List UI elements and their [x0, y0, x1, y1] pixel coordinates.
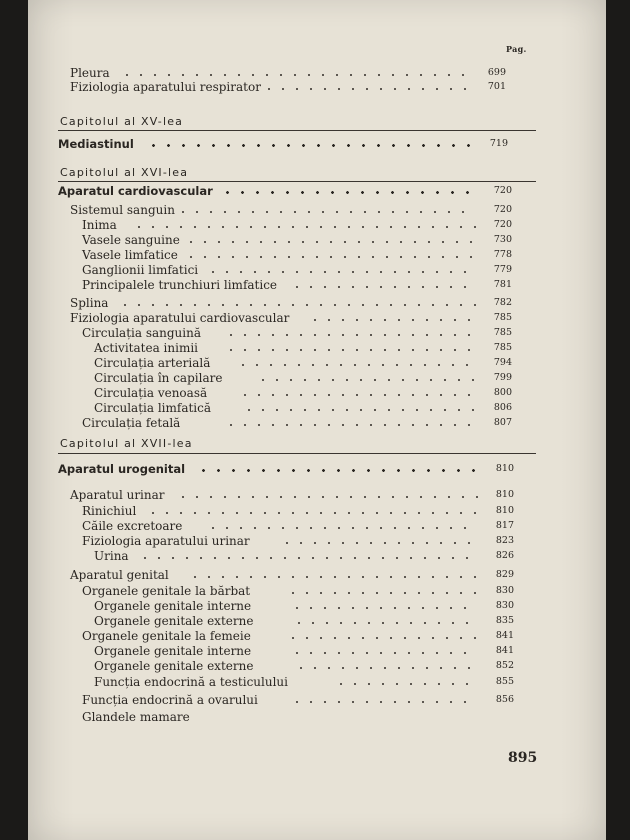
toc-entry-page: 856	[495, 694, 514, 705]
toc-entry-page: 823	[495, 535, 514, 546]
toc-entry	[28, 659, 606, 673]
dot-leader	[220, 191, 476, 194]
toc-entry-page: 810	[495, 505, 514, 516]
book-page	[28, 0, 606, 840]
toc-entry-title: Fiziologia aparatului cardiovascular	[70, 311, 290, 325]
toc-entry-page: 841	[495, 630, 514, 641]
toc-entry-page: 855	[495, 676, 514, 687]
toc-entry	[28, 233, 606, 247]
dot-leader	[292, 622, 478, 624]
toc-entry-title: Circulația limfatică	[94, 401, 212, 415]
dot-leader	[262, 88, 472, 90]
toc-entry	[28, 416, 606, 430]
dot-leader	[236, 364, 476, 366]
toc-entry-title: Circulația venoasă	[94, 386, 208, 400]
dot-leader	[224, 334, 476, 336]
toc-entry-title: Activitatea inimii	[94, 341, 198, 355]
toc-entry-page: 807	[493, 417, 512, 428]
dot-leader	[118, 304, 476, 306]
toc-entry	[28, 462, 606, 476]
toc-entry-page: 794	[493, 357, 512, 368]
toc-entry	[28, 675, 606, 689]
toc-entry-page: 720	[493, 204, 512, 215]
dot-leader	[308, 319, 476, 321]
toc-entry-title: Glandele mamare	[82, 710, 190, 724]
toc-entry-title: Fiziologia aparatului urinar	[82, 534, 250, 548]
toc-entry-page: 785	[493, 327, 512, 338]
toc-entry	[28, 488, 606, 502]
toc-entry-title: Aparatul cardiovascular	[58, 184, 213, 198]
toc-entry-page: 720	[493, 185, 512, 196]
dot-leader	[334, 683, 478, 685]
toc-entry-page: 701	[487, 81, 506, 92]
toc-entry-page: 782	[493, 297, 512, 308]
toc-entry-title: Organele genitale externe	[94, 614, 254, 628]
toc-entry-page: 799	[493, 372, 512, 383]
toc-entry	[28, 549, 606, 563]
toc-entry	[28, 137, 606, 151]
dot-leader	[132, 226, 476, 228]
toc-entry-title: Rinichiul	[82, 504, 137, 518]
chapter-rule	[58, 181, 536, 182]
toc-entry-page: 852	[495, 660, 514, 671]
dot-leader	[238, 394, 476, 396]
dot-leader	[286, 592, 478, 594]
dot-leader	[176, 211, 476, 213]
dot-leader	[146, 512, 478, 514]
dot-leader	[146, 144, 476, 147]
toc-entry-title: Aparatul urogenital	[58, 462, 186, 476]
toc-entry	[28, 693, 606, 707]
dot-leader	[256, 379, 476, 381]
toc-entry	[28, 203, 606, 217]
toc-entry	[28, 644, 606, 658]
dot-leader	[290, 286, 476, 288]
toc-entry	[28, 568, 606, 582]
toc-entry-title: Vasele sanguine	[82, 233, 180, 247]
toc-entry-page: 830	[495, 600, 514, 611]
toc-entry	[28, 710, 606, 724]
toc-entry	[28, 371, 606, 385]
toc-entry	[28, 311, 606, 325]
dot-leader	[138, 557, 478, 559]
toc-entry-title: Organele genitale la bărbat	[82, 584, 251, 598]
toc-entry	[28, 584, 606, 598]
toc-entry-page: 817	[495, 520, 514, 531]
toc-entry-title: Circulația sanguină	[82, 326, 201, 340]
toc-entry	[28, 504, 606, 518]
toc-entry-page: 830	[495, 585, 514, 596]
toc-entry	[28, 401, 606, 415]
toc-entry-page: 826	[495, 550, 514, 561]
toc-entry	[28, 534, 606, 548]
toc-entry-page: 719	[489, 138, 508, 149]
dot-leader	[242, 409, 476, 411]
toc-entry-title: Mediastinul	[58, 137, 134, 151]
dot-leader	[224, 349, 476, 351]
toc-entry-title: Circulația fetală	[82, 416, 181, 430]
toc-entry-title: Principalele trunchiuri limfatice	[82, 278, 278, 292]
toc-entry	[28, 629, 606, 643]
toc-entry	[28, 614, 606, 628]
toc-entry-title: Vasele limfatice	[82, 248, 178, 262]
toc-entry	[28, 218, 606, 232]
toc-entry-title: Circulația în capilare	[94, 371, 223, 385]
toc-entry-title: Splina	[70, 296, 109, 310]
dot-leader	[286, 637, 478, 639]
toc-entry	[28, 80, 606, 94]
toc-entry-title: Pleura	[70, 66, 110, 80]
toc-entry	[28, 184, 606, 198]
toc-entry-page: 730	[493, 234, 512, 245]
toc-entry-title: Circulația arterială	[94, 356, 211, 370]
toc-entry-page: 835	[495, 615, 514, 626]
toc-entry	[28, 66, 606, 80]
toc-entry-page: 781	[493, 279, 512, 290]
dot-leader	[184, 256, 476, 258]
toc-entry-title: Organele genitale interne	[94, 644, 252, 658]
toc-entry-page: 778	[493, 249, 512, 260]
dot-leader	[206, 271, 476, 273]
toc-entry	[28, 296, 606, 310]
dot-leader	[290, 652, 478, 654]
toc-entry-title: Organele genitale externe	[94, 659, 254, 673]
chapter-heading: Capitolul al XV-lea	[60, 115, 184, 128]
toc-entry-title: Urina	[94, 549, 129, 563]
dot-leader	[184, 241, 476, 243]
toc-entry-page: 699	[487, 67, 506, 78]
toc-entry-page: 806	[493, 402, 512, 413]
toc-entry	[28, 519, 606, 533]
chapter-heading: Capitolul al XVII-lea	[60, 437, 193, 450]
toc-entry-title: Ganglionii limfatici	[82, 263, 199, 277]
toc-entry-page: 785	[493, 312, 512, 323]
chapter-rule	[58, 130, 536, 131]
dot-leader	[294, 667, 478, 669]
toc-entry-title: Căile excretoare	[82, 519, 183, 533]
chapter-rule	[58, 453, 536, 454]
dot-leader	[188, 576, 478, 578]
toc-entry-title: Aparatul genital	[70, 568, 169, 582]
toc-entry	[28, 356, 606, 370]
chapter-heading: Capitolul al XVI-lea	[60, 166, 189, 179]
toc-entry	[28, 386, 606, 400]
toc-entry	[28, 263, 606, 277]
toc-entry	[28, 326, 606, 340]
dot-leader	[206, 527, 478, 529]
toc-entry-page: 810	[495, 489, 514, 500]
dot-leader	[196, 469, 480, 472]
toc-entry-page: 779	[493, 264, 512, 275]
dot-leader	[120, 74, 472, 76]
toc-entry-page: 800	[493, 387, 512, 398]
toc-entry-page: 720	[493, 219, 512, 230]
toc-entry-title: Inima	[82, 218, 117, 232]
dot-leader	[280, 542, 478, 544]
dot-leader	[290, 607, 478, 609]
toc-entry-title: Funcția endocrină a testiculului	[94, 675, 288, 689]
toc-entry-page: 785	[493, 342, 512, 353]
toc-entry	[28, 278, 606, 292]
toc-entry-title: Organele genitale la femeie	[82, 629, 251, 643]
toc-entry	[28, 599, 606, 613]
toc-entry-title: Organele genitale interne	[94, 599, 252, 613]
dot-leader	[224, 424, 476, 426]
page-column-label: Pag.	[506, 44, 527, 54]
page-number: 895	[508, 750, 538, 766]
toc-entry-page: 810	[495, 463, 514, 474]
dot-leader	[290, 701, 478, 703]
toc-entry	[28, 248, 606, 262]
toc-entry	[28, 341, 606, 355]
toc-entry-title: Sistemul sanguin	[70, 203, 175, 217]
toc-entry-page: 841	[495, 645, 514, 656]
toc-entry-page: 829	[495, 569, 514, 580]
dot-leader	[176, 496, 478, 498]
toc-entry-title: Fiziologia aparatului respirator	[70, 80, 261, 94]
toc-entry-title: Aparatul urinar	[70, 488, 165, 502]
toc-entry-title: Funcția endocrină a ovarului	[82, 693, 258, 707]
